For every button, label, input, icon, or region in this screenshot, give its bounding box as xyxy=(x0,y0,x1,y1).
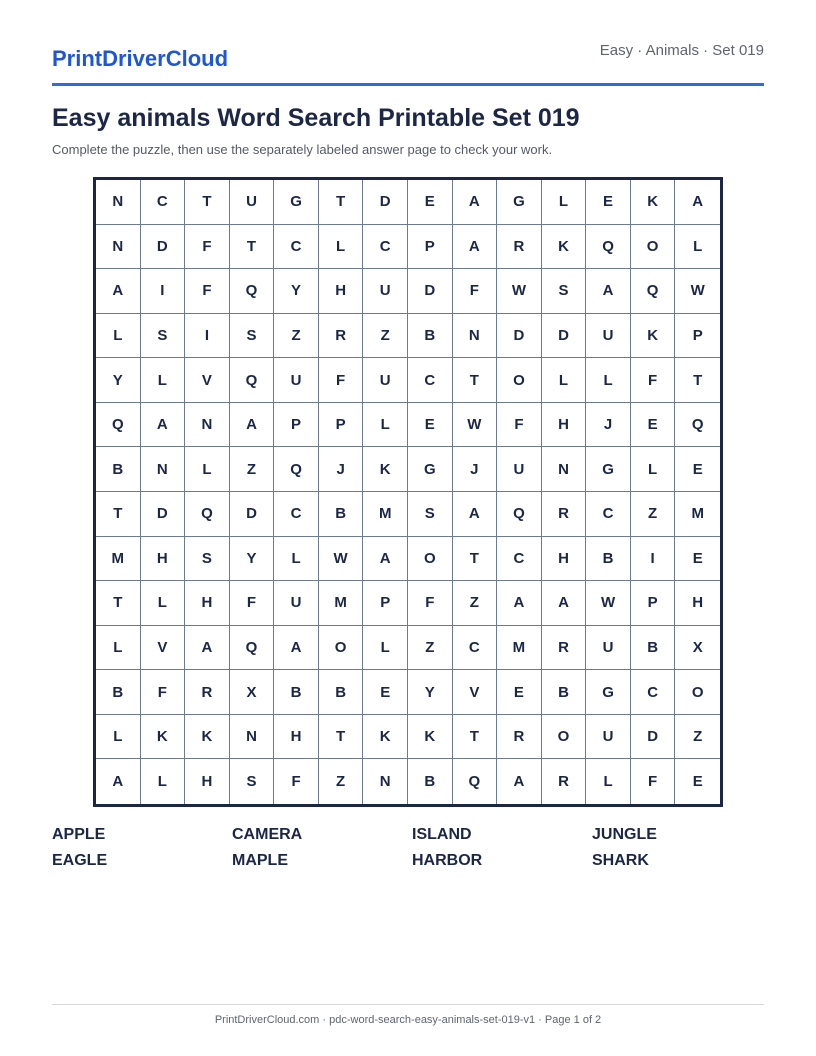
grid-cell: B xyxy=(542,670,587,715)
grid-cell: O xyxy=(631,225,676,270)
footer-divider xyxy=(52,1004,764,1005)
grid-cell: E xyxy=(408,403,453,448)
grid-cell: E xyxy=(586,180,631,225)
grid-cell: D xyxy=(408,269,453,314)
grid-cell: F xyxy=(274,759,319,804)
grid-cell: Z xyxy=(631,492,676,537)
grid-cell: F xyxy=(230,581,275,626)
grid-cell: M xyxy=(363,492,408,537)
grid-cell: A xyxy=(185,626,230,671)
grid-cell: C xyxy=(497,537,542,582)
grid-cell: A xyxy=(675,180,720,225)
grid-cell: C xyxy=(141,180,186,225)
grid-cell: Q xyxy=(586,225,631,270)
grid-cell: N xyxy=(453,314,498,359)
breadcrumb: Easy · Animals · Set 019 xyxy=(599,42,764,59)
grid-cell: K xyxy=(185,715,230,760)
grid-cell: U xyxy=(363,269,408,314)
grid-cell: N xyxy=(96,180,141,225)
grid-cell: K xyxy=(141,715,186,760)
grid-cell: L xyxy=(141,358,186,403)
grid-cell: L xyxy=(542,180,587,225)
grid-cell: M xyxy=(675,492,720,537)
grid-cell: B xyxy=(319,670,364,715)
grid-cell: A xyxy=(542,581,587,626)
grid-cell: A xyxy=(453,225,498,270)
word-list-item: SHARK xyxy=(592,852,649,869)
grid-cell: R xyxy=(185,670,230,715)
grid-cell: Q xyxy=(675,403,720,448)
grid-cell: X xyxy=(675,626,720,671)
grid-cell: P xyxy=(319,403,364,448)
grid-cell: F xyxy=(185,269,230,314)
grid-cell: E xyxy=(497,670,542,715)
grid-cell: U xyxy=(586,715,631,760)
grid-cell: T xyxy=(96,581,141,626)
grid-cell: F xyxy=(631,358,676,403)
grid-cell: O xyxy=(497,358,542,403)
grid-cell: K xyxy=(631,180,676,225)
grid-cell: T xyxy=(185,180,230,225)
page-subtitle: Complete the puzzle, then use the separately labeled answer page to check your work. xyxy=(52,142,553,157)
grid-cell: P xyxy=(675,314,720,359)
grid-cell: K xyxy=(363,447,408,492)
grid-cell: E xyxy=(692,773,703,791)
grid-cell: V xyxy=(141,626,186,671)
grid-cell: Z xyxy=(363,314,408,359)
grid-cell: L xyxy=(96,626,141,671)
grid-cell: Y xyxy=(274,269,319,314)
grid-cell: B xyxy=(408,759,453,804)
grid-cell: B xyxy=(408,314,453,359)
grid-cell: K xyxy=(631,314,676,359)
grid-cell: D xyxy=(141,225,186,270)
grid-cell: Q xyxy=(230,269,275,314)
grid-cell: L xyxy=(542,358,587,403)
grid-cell: G xyxy=(274,180,319,225)
grid-cell: I xyxy=(631,537,676,582)
grid-cell: Z xyxy=(453,581,498,626)
page-footer: PrintDriverCloud.com · pdc-word-search-easy-animals-set-019-v1 · Page 1 of 2 xyxy=(214,1014,602,1026)
word-list-item: MAPLE xyxy=(232,852,288,869)
grid-cell: L xyxy=(363,626,408,671)
grid-cell: C xyxy=(586,492,631,537)
grid-cell: X xyxy=(230,670,275,715)
grid-cell: W xyxy=(497,269,542,314)
grid-cell: H xyxy=(185,581,230,626)
grid-cell: S xyxy=(230,314,275,359)
grid-cell: F xyxy=(453,269,498,314)
grid-cell: L xyxy=(274,537,319,582)
grid-cell: D xyxy=(363,180,408,225)
grid-cell: T xyxy=(319,180,364,225)
grid-cell: Z xyxy=(230,447,275,492)
grid-cell: T xyxy=(96,492,141,537)
grid-cell: E xyxy=(363,670,408,715)
word-list-item: EAGLE xyxy=(52,852,108,869)
grid-cell: S xyxy=(542,269,587,314)
grid-cell: K xyxy=(363,715,408,760)
grid-cell: Y xyxy=(96,358,141,403)
grid-cell: W xyxy=(675,269,720,314)
grid-cell: L xyxy=(586,358,631,403)
grid-cell: G xyxy=(408,447,453,492)
grid-cell: H xyxy=(141,537,186,582)
grid-cell: V xyxy=(185,358,230,403)
grid-cell: R xyxy=(542,626,587,671)
grid-cell: A xyxy=(274,626,319,671)
grid-cell: T xyxy=(453,715,498,760)
grid-cell: C xyxy=(274,225,319,270)
grid-cell: L xyxy=(185,447,230,492)
grid-cell: Q xyxy=(274,447,319,492)
grid-cell: A xyxy=(363,537,408,582)
grid-cell: I xyxy=(141,269,186,314)
grid-cell: F xyxy=(141,670,186,715)
grid-cell: N xyxy=(185,403,230,448)
grid-cell: H xyxy=(675,581,720,626)
grid-cell: T xyxy=(453,537,498,582)
grid-cell: J xyxy=(319,447,364,492)
grid-cell: L xyxy=(363,403,408,448)
grid-cell: K xyxy=(408,715,453,760)
grid-cell: D xyxy=(631,715,676,760)
grid-cell: P xyxy=(631,581,676,626)
word-list-item: JUNGLE xyxy=(592,826,657,843)
grid-cell: B xyxy=(96,670,141,715)
grid-cell: L xyxy=(141,759,186,804)
grid-cell: A xyxy=(453,492,498,537)
grid-cell: A xyxy=(96,269,141,314)
grid-cell: R xyxy=(542,759,587,804)
grid-cell: W xyxy=(453,403,498,448)
grid-cell: T xyxy=(230,225,275,270)
grid-cell: P xyxy=(274,403,319,448)
grid-cell: O xyxy=(542,715,587,760)
grid-cell: R xyxy=(497,715,542,760)
grid-cell: Q xyxy=(453,759,498,804)
grid-cell: O xyxy=(319,626,364,671)
grid-cell: A xyxy=(497,759,542,804)
grid-cell: L xyxy=(96,715,141,760)
grid-cell: F xyxy=(408,581,453,626)
grid-cell: L xyxy=(586,759,631,804)
grid-cell: Q xyxy=(230,626,275,671)
grid-cell: T xyxy=(675,358,720,403)
grid-cell: Q xyxy=(497,492,542,537)
grid-cell: V xyxy=(453,670,498,715)
grid-cell: A xyxy=(586,269,631,314)
grid-cell: C xyxy=(274,492,319,537)
grid-cell: L xyxy=(631,447,676,492)
grid-cell: D xyxy=(497,314,542,359)
grid-cell: U xyxy=(230,180,275,225)
grid-cell: U xyxy=(274,581,319,626)
grid-cell: G xyxy=(586,670,631,715)
word-list xyxy=(52,825,764,871)
grid-cell: S xyxy=(230,759,275,804)
word-list-item: APPLE xyxy=(52,826,106,843)
word-list-item: HARBOR xyxy=(412,852,483,869)
word-search-grid xyxy=(93,177,723,807)
grid-cell: N xyxy=(230,715,275,760)
grid-cell: P xyxy=(363,581,408,626)
grid-cell: R xyxy=(319,314,364,359)
grid-cell: U xyxy=(274,358,319,403)
grid-cell: A xyxy=(96,759,141,804)
word-list-item: ISLAND xyxy=(412,826,472,843)
grid-cell: L xyxy=(319,225,364,270)
grid-cell: S xyxy=(141,314,186,359)
header-divider xyxy=(52,83,764,86)
grid-cell: H xyxy=(319,269,364,314)
grid-cell: B xyxy=(96,447,141,492)
grid-cell: H xyxy=(542,403,587,448)
grid-cell: C xyxy=(363,225,408,270)
grid-cell: O xyxy=(408,537,453,582)
grid-cell: Y xyxy=(408,670,453,715)
grid-cell: U xyxy=(363,358,408,403)
grid-cell: H xyxy=(185,759,230,804)
grid-cell: N xyxy=(141,447,186,492)
grid-cell: E xyxy=(631,403,676,448)
grid-cell: A xyxy=(141,403,186,448)
grid-cell: H xyxy=(542,537,587,582)
grid-cell: H xyxy=(274,715,319,760)
grid-cell: W xyxy=(319,537,364,582)
grid-cell: B xyxy=(586,537,631,582)
grid-cell: U xyxy=(497,447,542,492)
grid-cell: C xyxy=(631,670,676,715)
grid-cell: B xyxy=(274,670,319,715)
grid-cell: O xyxy=(675,670,720,715)
grid-cell: E xyxy=(408,180,453,225)
grid-cell: D xyxy=(141,492,186,537)
grid-cell: M xyxy=(497,626,542,671)
grid-cell: F xyxy=(185,225,230,270)
grid-cell: F xyxy=(497,403,542,448)
grid-cell: S xyxy=(408,492,453,537)
grid-cell: G xyxy=(586,447,631,492)
grid-cell: M xyxy=(319,581,364,626)
grid-cell: E xyxy=(675,447,720,492)
grid-cell: T xyxy=(319,715,364,760)
grid-cell: N xyxy=(363,759,408,804)
grid-cell: Y xyxy=(230,537,275,582)
page-title: Easy animals Word Search Printable Set 019 xyxy=(52,104,580,132)
grid-cell: A xyxy=(497,581,542,626)
grid-cell: G xyxy=(497,180,542,225)
grid-cell: R xyxy=(497,225,542,270)
grid-cell: L xyxy=(141,581,186,626)
grid-cell: B xyxy=(319,492,364,537)
grid-cell: U xyxy=(586,626,631,671)
grid-cell: C xyxy=(453,626,498,671)
grid-cell: L xyxy=(96,314,141,359)
grid-cell: C xyxy=(408,358,453,403)
grid-cell: N xyxy=(542,447,587,492)
grid-cell: J xyxy=(453,447,498,492)
grid-cell: R xyxy=(542,492,587,537)
grid-cell: F xyxy=(319,358,364,403)
grid-cell: Q xyxy=(96,403,141,448)
grid-cell: E xyxy=(675,537,720,582)
grid-cell: Q xyxy=(185,492,230,537)
page-header xyxy=(52,38,764,86)
grid-cell: M xyxy=(96,537,141,582)
grid-cell: D xyxy=(542,314,587,359)
grid-cell: D xyxy=(230,492,275,537)
grid-cell: P xyxy=(408,225,453,270)
grid-cell: Z xyxy=(675,715,720,760)
grid-cell: J xyxy=(586,403,631,448)
brand-logo[interactable]: PrintDriverCloud xyxy=(52,46,229,71)
grid-cell: F xyxy=(631,759,676,804)
grid-cell: S xyxy=(185,537,230,582)
grid-cell: B xyxy=(631,626,676,671)
grid-cell: K xyxy=(542,225,587,270)
grid-cell: Z xyxy=(319,759,364,804)
grid-cell: T xyxy=(453,358,498,403)
grid-cell: I xyxy=(185,314,230,359)
grid-cell: L xyxy=(675,225,720,270)
grid-cell: W xyxy=(586,581,631,626)
grid-cell: Q xyxy=(631,269,676,314)
grid-cell: A xyxy=(230,403,275,448)
grid-cell: Z xyxy=(274,314,319,359)
grid-cell: A xyxy=(453,180,498,225)
grid-cell: Z xyxy=(408,626,453,671)
grid-cell: N xyxy=(96,225,141,270)
grid-cell: U xyxy=(586,314,631,359)
grid-cell: Q xyxy=(230,358,275,403)
word-list-item: CAMERA xyxy=(232,826,303,843)
